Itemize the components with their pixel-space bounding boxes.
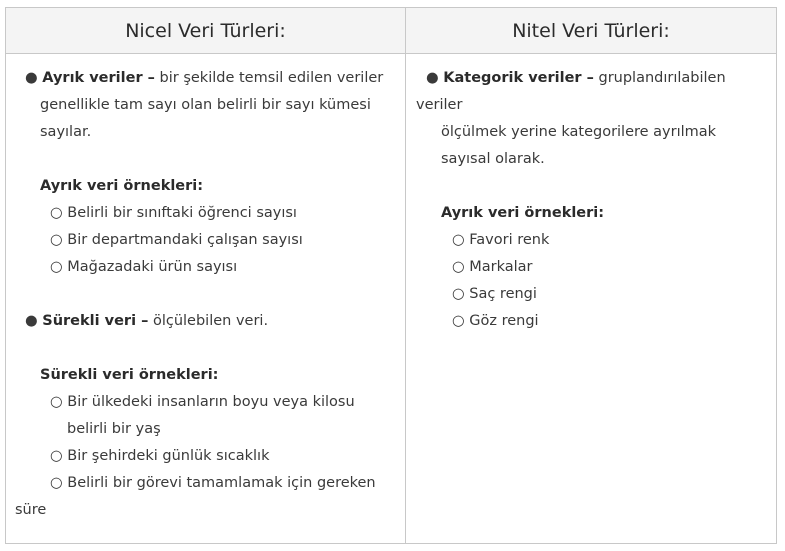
- continuous-example: ○ Bir şehirdeki günlük sıcaklık: [50, 448, 270, 464]
- categorical-desc-line1: gruplandırılabilen: [598, 70, 726, 86]
- column-divider: [405, 54, 406, 543]
- qualitative-header: [406, 8, 776, 54]
- continuous-examples-title: Sürekli veri örnekleri:: [40, 367, 219, 383]
- continuous-example: ○ Belirli bir görevi tamamlamak için gereken: [50, 475, 376, 491]
- categorical-examples-title: Ayrık veri örnekleri:: [441, 205, 605, 221]
- continuous-example-wrap: süre: [15, 502, 47, 518]
- discrete-desc-line1: bir şekilde temsil edilen veriler: [159, 70, 384, 86]
- categorical-example: ○ Saç rengi: [452, 286, 537, 302]
- categorical-example: ○ Göz rengi: [452, 313, 539, 329]
- continuous-example: ○ Bir ülkedeki insanların boyu veya kilosu: [50, 394, 355, 410]
- discrete-item: [25, 68, 383, 88]
- categorical-desc-line3: ölçülmek yerine kategorilere ayrılmak: [441, 124, 717, 140]
- discrete-example: ○ Belirli bir sınıftaki öğrenci sayısı: [50, 205, 297, 221]
- discrete-example: ○ Mağazadaki ürün sayısı: [50, 259, 238, 275]
- discrete-term: Ayrık veriler –: [42, 70, 155, 86]
- continuous-example-wrap: belirli bir yaş: [67, 421, 161, 437]
- continuous-term: Sürekli veri –: [42, 313, 149, 329]
- discrete-desc-line3: sayılar.: [40, 124, 92, 140]
- categorical-example: ○ Favori renk: [452, 232, 550, 248]
- qualitative-header-text: Nitel Veri Türleri:: [512, 19, 670, 42]
- categorical-example: ○ Markalar: [452, 259, 533, 275]
- bullet-icon: ●: [25, 313, 38, 329]
- bullet-icon: ●: [25, 70, 38, 86]
- discrete-examples-title: Ayrık veri örnekleri:: [40, 178, 204, 194]
- quantitative-header-text: Nicel Veri Türleri:: [125, 19, 286, 42]
- categorical-term: Kategorik veriler –: [443, 70, 594, 86]
- categorical-desc-line2: veriler: [416, 97, 463, 113]
- continuous-item: [25, 311, 268, 331]
- categorical-desc-line4: sayısal olarak.: [441, 151, 545, 167]
- bullet-icon: ●: [426, 70, 439, 86]
- categorical-item: [426, 68, 726, 88]
- discrete-example: ○ Bir departmandaki çalışan sayısı: [50, 232, 303, 248]
- discrete-desc-line2: genellikle tam sayı olan belirli bir sayı kümesi: [40, 97, 371, 113]
- quantitative-header: [6, 8, 406, 54]
- continuous-desc: ölçülebilen veri.: [152, 313, 269, 329]
